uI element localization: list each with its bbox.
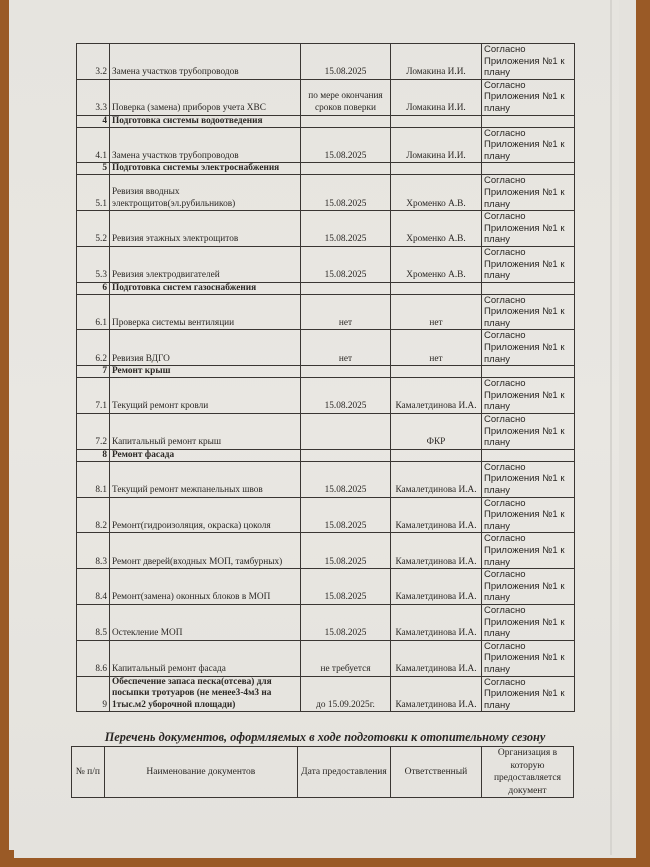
work-name: Ревизия электродвигателей — [110, 246, 301, 282]
section-title: Ремонт крыш — [110, 366, 301, 378]
work-name: Ремонт дверей(входных МОП, тамбурных) — [110, 533, 301, 569]
note: Согласно Приложения №1 к плану — [482, 294, 575, 330]
row-number: 8.6 — [77, 640, 110, 676]
work-name: Обеспечение запаса песка(отсева) для посыпки тротуаров (не менее3-4м3 на 1тыс.м2 уборочной площади) — [110, 676, 301, 712]
plan-table-body — [77, 44, 575, 712]
table-row — [77, 640, 575, 676]
note: Согласно Приложения №1 к плану — [482, 127, 575, 163]
note: Согласно Приложения №1 к плану — [482, 414, 575, 450]
row-number: 8.2 — [77, 497, 110, 533]
empty-cell — [391, 449, 482, 461]
empty-cell — [301, 366, 391, 378]
plan-table — [76, 43, 575, 712]
note: Согласно Приложения №1 к плану — [482, 44, 575, 80]
row-number: 4.1 — [77, 127, 110, 163]
header-organization: Организация в которую предоставляется документ — [481, 747, 573, 798]
paper-edge — [610, 0, 612, 855]
responsible: Ломакина И.И. — [391, 79, 482, 115]
responsible: Ломакина И.И. — [391, 127, 482, 163]
section-row — [77, 163, 575, 175]
responsible: Хроменко А.В. — [391, 246, 482, 282]
work-name: Ремонт(гидроизоляция, окраска) цоколя — [110, 497, 301, 533]
note: Согласно Приложения №1 к плану — [482, 640, 575, 676]
empty-cell — [391, 366, 482, 378]
row-number: 8.1 — [77, 461, 110, 497]
work-name: Поверка (замена) приборов учета ХВС — [110, 79, 301, 115]
empty-cell — [301, 449, 391, 461]
table-row — [77, 604, 575, 640]
row-number: 8.3 — [77, 533, 110, 569]
empty-cell — [482, 366, 575, 378]
row-number: 7.2 — [77, 414, 110, 450]
responsible: Камалетдинова И.А. — [391, 378, 482, 414]
deadline: 15.08.2025 — [301, 246, 391, 282]
empty-cell — [391, 282, 482, 294]
row-number: 7 — [77, 366, 110, 378]
row-number: 3.3 — [77, 79, 110, 115]
note: Согласно Приложения №1 к плану — [482, 378, 575, 414]
empty-cell — [391, 115, 482, 127]
deadline: нет — [301, 330, 391, 366]
table-row — [77, 497, 575, 533]
work-name: Ремонт(замена) оконных блоков в МОП — [110, 569, 301, 605]
row-number: 5.2 — [77, 211, 110, 247]
note: Согласно Приложения №1 к плану — [482, 604, 575, 640]
table-row — [77, 127, 575, 163]
row-number: 7.1 — [77, 378, 110, 414]
deadline: 15.08.2025 — [301, 211, 391, 247]
table-row — [77, 569, 575, 605]
table-row — [77, 175, 575, 211]
note: Согласно Приложения №1 к плану — [482, 175, 575, 211]
deadline: 15.08.2025 — [301, 533, 391, 569]
section-title: Подготовка системы водоотведения — [110, 115, 301, 127]
empty-cell — [301, 282, 391, 294]
deadline: 15.08.2025 — [301, 127, 391, 163]
table-row — [77, 79, 575, 115]
responsible: Ломакина И.И. — [391, 44, 482, 80]
responsible: Камалетдинова И.А. — [391, 604, 482, 640]
responsible: нет — [391, 294, 482, 330]
note: Согласно Приложения №1 к плану — [482, 79, 575, 115]
deadline: 15.08.2025 — [301, 175, 391, 211]
table-row — [77, 533, 575, 569]
header-responsible: Ответственный — [390, 747, 481, 798]
row-number: 8.4 — [77, 569, 110, 605]
note: Согласно Приложения №1 к плану — [482, 211, 575, 247]
table-row — [77, 246, 575, 282]
responsible: ФКР — [391, 414, 482, 450]
empty-cell — [482, 282, 575, 294]
responsible: Камалетдинова И.А. — [391, 533, 482, 569]
empty-cell — [482, 449, 575, 461]
deadline — [301, 414, 391, 450]
deadline: 15.08.2025 — [301, 604, 391, 640]
section-title: Подготовка систем газоснабжения — [110, 282, 301, 294]
row-number: 6 — [77, 282, 110, 294]
empty-cell — [301, 163, 391, 175]
empty-cell — [482, 163, 575, 175]
deadline: до 15.09.2025г. — [301, 676, 391, 712]
note: Согласно Приложения №1 к плану — [482, 246, 575, 282]
responsible: Камалетдинова И.А. — [391, 461, 482, 497]
documents-table-header — [72, 747, 574, 798]
header-date: Дата предоставления — [297, 747, 390, 798]
table-row — [77, 294, 575, 330]
responsible: нет — [391, 330, 482, 366]
table-row — [77, 414, 575, 450]
work-name: Замена участков трубопроводов — [110, 127, 301, 163]
documents-section-title: Перечень документов, оформляемых в ходе подготовки к отопительному сезону — [104, 730, 546, 744]
empty-cell — [301, 115, 391, 127]
row-number: 5.1 — [77, 175, 110, 211]
table-row — [77, 676, 575, 712]
table-row — [77, 461, 575, 497]
work-name: Остекление МОП — [110, 604, 301, 640]
row-number: 5.3 — [77, 246, 110, 282]
section-row — [77, 449, 575, 461]
responsible: Хроменко А.В. — [391, 175, 482, 211]
note: Согласно Приложения №1 к плану — [482, 533, 575, 569]
row-number: 6.1 — [77, 294, 110, 330]
section-title: Ремонт фасада — [110, 449, 301, 461]
work-name: Замена участков трубопроводов — [110, 44, 301, 80]
deadline: не требуется — [301, 640, 391, 676]
header-num: № п/п — [72, 747, 105, 798]
work-name: Ревизия ВДГО — [110, 330, 301, 366]
work-name: Капитальный ремонт крыш — [110, 414, 301, 450]
row-number: 4 — [77, 115, 110, 127]
table-row — [77, 44, 575, 80]
deadline: 15.08.2025 — [301, 497, 391, 533]
responsible: Камалетдинова И.А. — [391, 569, 482, 605]
header-name: Наименование документов — [104, 747, 297, 798]
empty-cell — [391, 163, 482, 175]
note: Согласно Приложения №1 к плану — [482, 461, 575, 497]
row-number: 3.2 — [77, 44, 110, 80]
documents-table — [71, 746, 574, 798]
row-number: 6.2 — [77, 330, 110, 366]
work-name: Проверка системы вентиляции — [110, 294, 301, 330]
work-name: Текущий ремонт кровли — [110, 378, 301, 414]
deadline: 15.08.2025 — [301, 44, 391, 80]
note: Согласно Приложения №1 к плану — [482, 569, 575, 605]
row-number: 8 — [77, 449, 110, 461]
note: Согласно Приложения №1 к плану — [482, 497, 575, 533]
work-name: Ревизия этажных электрощитов — [110, 211, 301, 247]
deadline: по мере окончания сроков поверки — [301, 79, 391, 115]
row-number: 9 — [77, 676, 110, 712]
section-title: Подготовка системы электроснабжения — [110, 163, 301, 175]
work-name: Капитальный ремонт фасада — [110, 640, 301, 676]
table-row — [77, 211, 575, 247]
responsible: Камалетдинова И.А. — [391, 640, 482, 676]
row-number: 5 — [77, 163, 110, 175]
responsible: Камалетдинова И.А. — [391, 497, 482, 533]
deadline: 15.08.2025 — [301, 569, 391, 605]
empty-cell — [482, 115, 575, 127]
section-row — [77, 282, 575, 294]
work-name: Текущий ремонт межпанельных швов — [110, 461, 301, 497]
work-name: Ревизия вводных электрощитов(эл.рубильников) — [110, 175, 301, 211]
responsible: Камалетдинова И.А. — [391, 676, 482, 712]
deadline: 15.08.2025 — [301, 378, 391, 414]
deadline: нет — [301, 294, 391, 330]
note: Согласно Приложения №1 к плану — [482, 676, 575, 712]
deadline: 15.08.2025 — [301, 461, 391, 497]
section-row — [77, 115, 575, 127]
row-number: 8.5 — [77, 604, 110, 640]
table-row — [77, 330, 575, 366]
responsible: Хроменко А.В. — [391, 211, 482, 247]
table-row — [77, 378, 575, 414]
section-row — [77, 366, 575, 378]
note: Согласно Приложения №1 к плану — [482, 330, 575, 366]
